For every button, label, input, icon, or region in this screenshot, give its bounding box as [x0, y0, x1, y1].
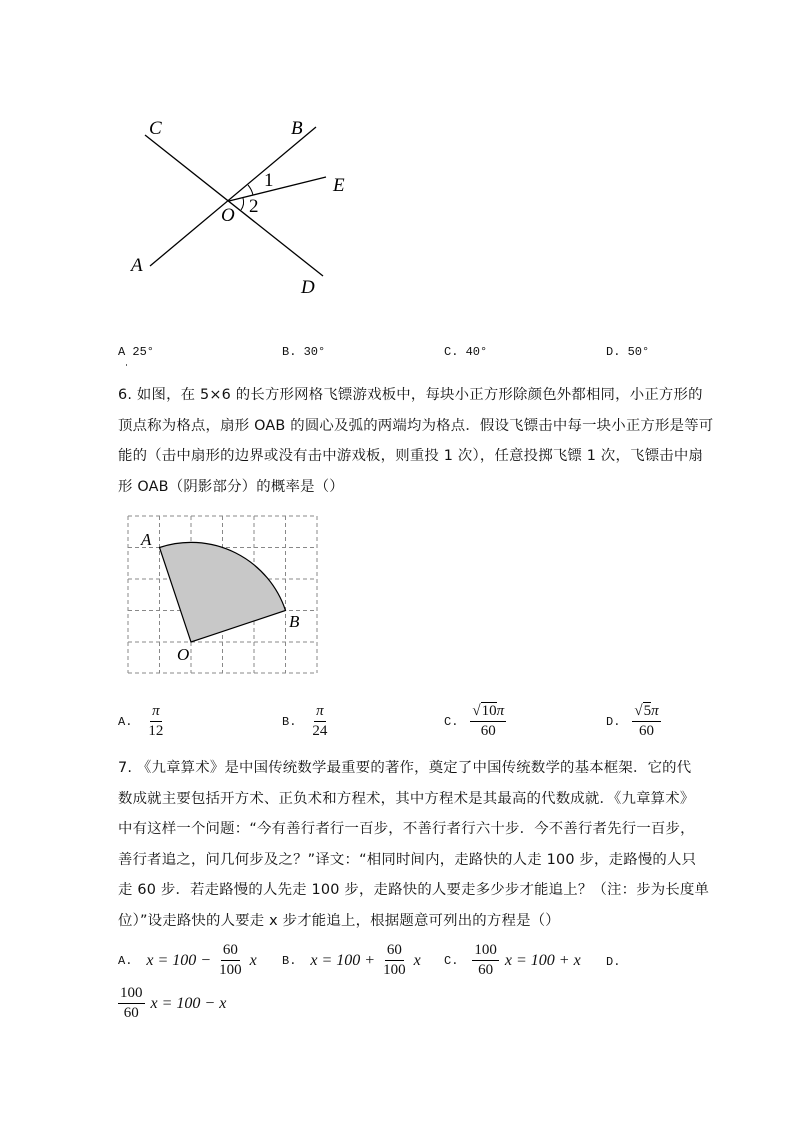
q5-option-d[interactable]: D. 50°	[606, 345, 650, 359]
fraction: $\frac{\pi}{12}$	[148, 703, 164, 739]
label-o: O	[221, 205, 235, 226]
stray-dot	[126, 364, 127, 366]
q6-option-c[interactable]: C. $\frac{√10\pi}{60}$	[444, 703, 505, 739]
q6-question-text	[118, 380, 713, 502]
q7-option-d[interactable]: $\frac{100}{60}$ x = 100 − x	[120, 985, 227, 1021]
sector-label-o: O	[177, 645, 190, 664]
q5-option-b[interactable]: B. 30°	[282, 345, 326, 359]
sector-label-a: A	[141, 530, 152, 549]
q7-option-a[interactable]: A. x = 100 − $\frac{60}{100}$ x	[118, 942, 257, 978]
q7-line: 7. 《九章算术》是中国传统数学最重要的著作，奠定了中国传统数学的基本框架．它的代	[118, 760, 692, 776]
fraction: $\frac{√10\pi}{60}$	[472, 703, 505, 739]
q6-line: 6. 如图，在 5×6 的长方形网格飞镖游戏板中，每块小正方形除颜色外都相同，小正方形的	[118, 387, 703, 403]
q7-option-d-label[interactable]: D.	[606, 955, 621, 969]
sector-label-b: B	[289, 612, 300, 631]
label-d: D	[301, 277, 315, 298]
sector-grid-figure	[120, 505, 340, 685]
q5-option-c[interactable]: C. 40°	[444, 345, 488, 359]
q5-option-a[interactable]: A 25°	[118, 345, 155, 359]
q7-line: 中有这样一个问题：“今有善行者行一百步，不善行者行六十步．今不善行者先行一百步，	[118, 821, 695, 837]
q6-option-d[interactable]: D. $\frac{√5\pi}{60}$	[606, 703, 659, 739]
label-e: E	[333, 175, 345, 196]
intersecting-lines-figure	[110, 110, 370, 310]
q7-line: 善行者追之，问几何步及之？”译文：“相同时间内，走路快的人走 100 步，走路慢的人只	[118, 851, 697, 868]
q6-line: 顶点称为格点，扇形 OAB 的圆心及弧的两端均为格点．假设飞镖击中每一块小正方形是等可	[118, 417, 714, 434]
label-b: B	[291, 118, 303, 139]
label-c: C	[149, 118, 162, 139]
q7-line: 数成就主要包括开方术、正负术和方程术，其中方程术是其最高的代数成就．《九章算术》	[118, 790, 695, 807]
q7-option-c[interactable]: C. $\frac{100}{60}$ x = 100 + x	[444, 942, 581, 978]
q7-line: 走 60 步．若走路慢的人先走 100 步，走路快的人要走多少步才能追上？（注：步为长度单	[118, 882, 710, 898]
angle-1-label: 1	[264, 170, 274, 191]
fraction: $\frac{\pi}{24}$	[312, 703, 328, 739]
q6-option-a[interactable]: A. $\frac{\pi}{12}$	[118, 703, 164, 739]
fraction: $\frac{√5\pi}{60}$	[634, 703, 659, 739]
label-a: A	[131, 255, 143, 276]
q6-line: 能的（击中扇形的边界或没有击中游戏板，则重投 1 次），任意投掷飞镖 1 次，飞镖击中扇	[118, 448, 704, 464]
q6-line: 形 OAB（阴影部分）的概率是（）	[118, 478, 344, 495]
q7-option-b[interactable]: B. x = 100 + $\frac{60}{100}$ x	[282, 942, 421, 978]
q7-question-text	[118, 753, 709, 936]
angle-2-label: 2	[249, 196, 259, 217]
q7-line: 位）”设走路快的人要走 x 步才能追上，根据题意可列出的方程是（）	[118, 912, 560, 929]
q6-option-b[interactable]: B. $\frac{\pi}{24}$	[282, 703, 328, 739]
